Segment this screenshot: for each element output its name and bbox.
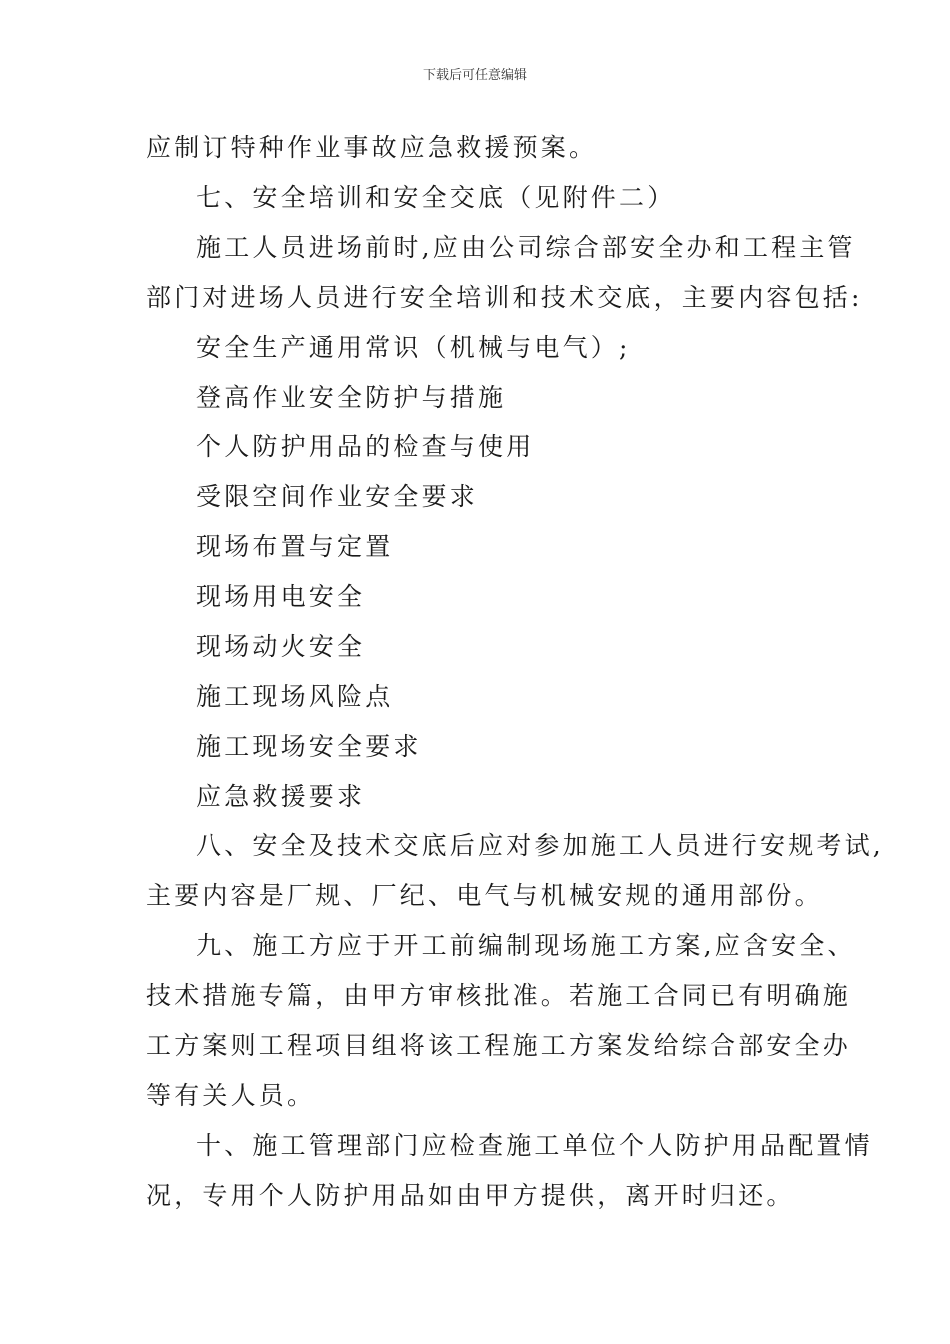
section-heading: 九、施工方应于开工前编制现场施工方案,应含安全、 [196, 931, 856, 960]
list-item: 应急救援要求 [196, 782, 366, 811]
list-item: 现场动火安全 [196, 632, 366, 661]
list-item: 施工现场安全要求 [196, 732, 422, 761]
text-line: 工方案则工程项目组将该工程施工方案发给综合部安全办 [146, 1031, 852, 1060]
list-item: 受限空间作业安全要求 [196, 482, 479, 511]
text-line: 部门对进场人员进行安全培训和技术交底，主要内容包括: [146, 283, 863, 312]
text-line: 技术措施专篇，由甲方审核批准。若施工合同已有明确施 [146, 981, 852, 1010]
list-item: 登高作业安全防护与措施 [196, 383, 507, 412]
section-heading: 七、安全培训和安全交底（见附件二） [196, 183, 676, 212]
text-line: 主要内容是厂规、厂纪、电气与机械安规的通用部份。 [146, 881, 823, 910]
list-item: 现场布置与定置 [196, 532, 394, 561]
list-item: 安全生产通用常识（机械与电气）; [196, 333, 631, 362]
text-line: 施工人员进场前时,应由公司综合部安全办和工程主管 [196, 233, 856, 262]
text-line: 况，专用个人防护用品如由甲方提供，离开时归还。 [146, 1181, 795, 1210]
list-item: 个人防护用品的检查与使用 [196, 432, 535, 461]
list-item: 施工现场风险点 [196, 682, 394, 711]
section-heading: 八、安全及技术交底后应对参加施工人员进行安规考试, [196, 831, 884, 860]
text-line: 应制订特种作业事故应急救援预案。 [146, 133, 598, 162]
section-heading: 十、施工管理部门应检查施工单位个人防护用品配置情 [196, 1131, 873, 1160]
text-line: 等有关人员。 [146, 1081, 316, 1110]
page-header: 下载后可任意编辑 [422, 68, 527, 83]
list-item: 现场用电安全 [196, 582, 366, 611]
